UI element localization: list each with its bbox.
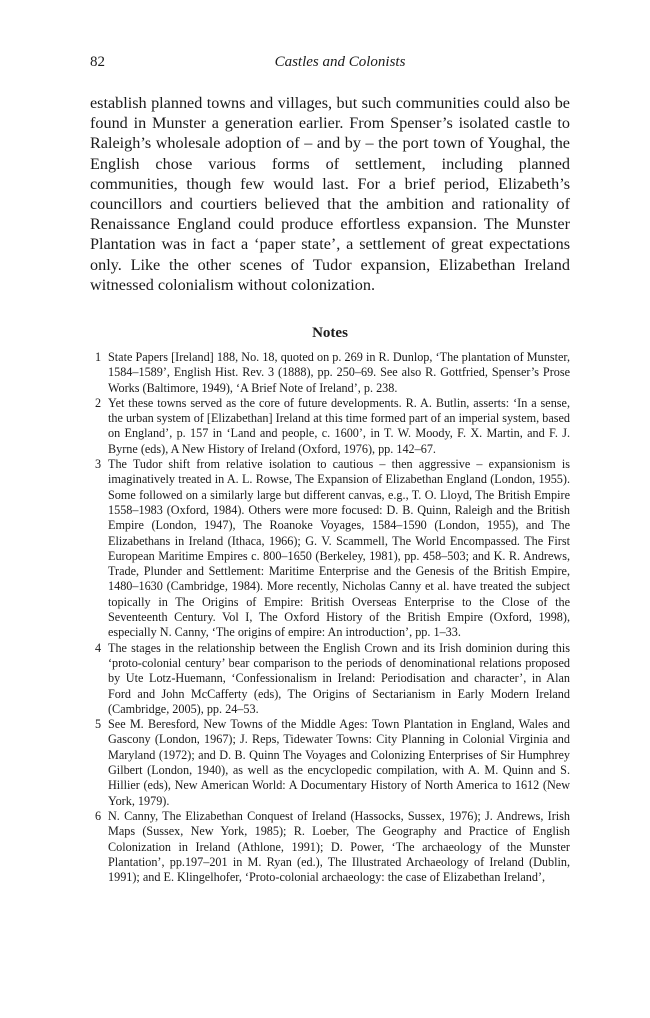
page-number: 82 <box>90 54 105 70</box>
notes-heading: Notes <box>312 325 348 341</box>
page-header <box>90 54 570 76</box>
note-item <box>90 457 570 641</box>
note-item <box>90 641 570 717</box>
note-item <box>90 809 570 885</box>
running-title: Castles and Colonists <box>274 54 406 70</box>
notes-list <box>90 350 570 885</box>
note-text: State Papers [Ireland] 188, No. 18, quoted on p. 269 in R. Dunlop, ‘The plantation of Munster, 1584–1589’, English Hist. Rev. 3 (1888), pp. 250–69. See also R. Gottfried, Spenser’s Prose Works (Baltimore, 1949), ‘A Brief Note of Ireland’, p. 238. <box>108 350 570 395</box>
note-number: 2 <box>95 395 102 410</box>
note-text: N. Canny, The Elizabethan Conquest of Ireland (Hassocks, Sussex, 1976); J. Andrews, Irish Maps (Sussex, New York, 1985); R. Loeber, The Geography and Practice of English Colonization in Ireland (Athlone, 1991); D. Power, ‘The archaeology of the Munster Plantation’, pp.197–201 in M. Ryan (ed.), The Illustrated Archaeology of Ireland (Dublin, 1991); and E. Klingelhofer, ‘Proto-colonial archaeology: the case of Elizabethan Ireland’, <box>108 808 570 885</box>
note-number: 3 <box>95 457 102 472</box>
note-item <box>90 717 570 809</box>
note-number: 4 <box>95 640 102 655</box>
note-text: See M. Beresford, New Towns of the Middle Ages: Town Plantation in England, Wales and Gascony (London, 1967); J. Reps, Tidewater Towns: City Planning in Colonial Virginia and Maryland (1972); and D. B. Quinn The Voyages and Colonizing Enterprises of Sir Humphrey Gilbert (London, 1940), as well as the encyclopedic compilation, with A. M. Quinn and S. Hillier (eds), New American World: A Documentary History of North America to 1612 (New York, 1979). <box>108 717 570 808</box>
body-paragraph: establish planned towns and villages, but such communities could also be found in Munster a generation earlier. From Spenser’s isolated castle to Raleigh’s wholesale adoption of – and by – the port town of Youghal, the English chose various forms of settlement, including planned communities, though few would last. For a brief period, Elizabeth’s councillors and courtiers believed that the ambition and rationality of Renaissance England could produce effortless expansion. The Munster Plantation was in fact a ‘paper state’, a settlement of great expectations only. Like the other scenes of Tudor expansion, Elizabethan Ireland witnessed colonialism without colonization. <box>90 94 570 294</box>
note-text: The stages in the relationship between the English Crown and its Irish dominion during this ‘proto-colonial century’ bear comparison to the periods of denominational relations proposed by Ute Lotz-Huemann, ‘Confessionalism in Ireland: Periodisation and character’, in Alan Ford and John McCafferty (eds), The Origins of Sectarianism in Early Modern Ireland (Cambridge, 2005), pp. 24–53. <box>108 640 570 716</box>
note-text: The Tudor shift from relative isolation to cautious – then aggressive – expansionism is imaginatively treated in A. L. Rowse, The Expansion of Elizabethan England (London, 1955). Some followed on a similarly large but different canvas, e.g., T. O. Lloyd, The British Empire 1558–1983 (Oxford, 1984). Others were more focused: D. B. Quinn, Raleigh and the British Empire (London, 1947), The Roanoke Voyages, 1584–1590 (London, 1955), and The Elizabethans in Ireland (Ithaca, 1966); G. V. Scammell, The World Encompassed. The First European Maritime Empires c. 800–1650 (Berkeley, 1981), pp. 458–503; and K. R. Andrews, Trade, Plunder and Settlement: Maritime Enterprise and the Genesis of the British Empire, 1480–1630 (Cambridge, 1984). More recently, Nicholas Canny et al. have treated the subject topically in The Origins of Empire: British Overseas Enterprise to the Close of the Seventeenth Century. Vol I, The Oxford History of the British Empire (Oxford, 1998), especially N. Canny, ‘The origins of empire: An introduction’, pp. 1–33. <box>108 457 570 640</box>
note-number: 6 <box>95 808 102 823</box>
note-item <box>90 396 570 457</box>
note-item <box>90 350 570 396</box>
note-text: Yet these towns served as the core of future developments. R. A. Butlin, asserts: ‘In a sense, the urban system of [Elizabethan] Ireland at this time formed part of an imperial system, based on England’, p. 157 in ‘Land and people, c. 1600’, in T. W. Moody, F. X. Martin, and F. J. Byrne (eds), A New History of Ireland (Oxford, 1976), pp. 142–67. <box>108 395 570 456</box>
note-number: 5 <box>95 717 102 732</box>
note-number: 1 <box>95 350 102 364</box>
